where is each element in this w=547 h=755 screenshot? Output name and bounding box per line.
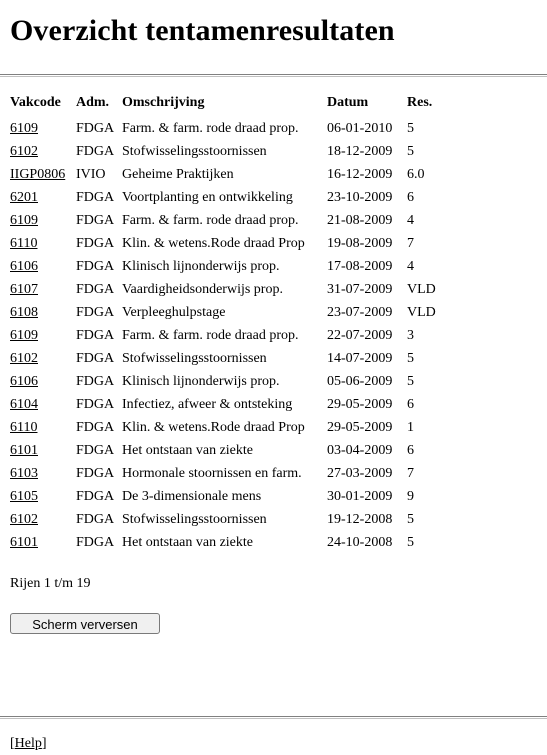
- cell-vakcode: [10, 232, 76, 255]
- table-row: [10, 117, 436, 140]
- table-row: [10, 324, 436, 347]
- vakcode-link[interactable]: 6110: [10, 235, 38, 251]
- cell-adm: FDGA: [76, 143, 115, 159]
- table-row: [10, 140, 436, 163]
- header-omschrijving: Omschrijving: [122, 95, 205, 110]
- cell-vakcode: [10, 186, 76, 209]
- cell-datum: 30-01-2009: [327, 488, 393, 504]
- cell-datum: 23-10-2009: [327, 189, 393, 205]
- cell-adm: FDGA: [76, 304, 115, 320]
- cell-vakcode: [10, 255, 76, 278]
- table-row: [10, 531, 436, 554]
- vakcode-link[interactable]: 6110: [10, 419, 38, 435]
- cell-adm: FDGA: [76, 511, 115, 527]
- cell-adm: FDGA: [76, 235, 115, 251]
- cell-res: 5: [407, 350, 414, 366]
- table-row: [10, 462, 436, 485]
- table-row: [10, 163, 436, 186]
- vakcode-link[interactable]: 6102: [10, 143, 38, 159]
- cell-vakcode: [10, 462, 76, 485]
- vakcode-link[interactable]: IIGP0806: [10, 166, 66, 182]
- table-row: [10, 439, 436, 462]
- cell-vakcode: [10, 370, 76, 393]
- cell-adm: FDGA: [76, 212, 115, 228]
- vakcode-link[interactable]: 6103: [10, 465, 38, 481]
- cell-vakcode: [10, 416, 76, 439]
- cell-datum: 19-08-2009: [327, 235, 393, 251]
- cell-omschrijving: De 3-dimensionale mens: [122, 488, 262, 504]
- cell-adm: IVIO: [76, 166, 106, 182]
- cell-datum: 23-07-2009: [327, 304, 393, 320]
- cell-res: VLD: [407, 304, 436, 320]
- vakcode-link[interactable]: 6108: [10, 304, 38, 320]
- cell-datum: 27-03-2009: [327, 465, 393, 481]
- header-adm: Adm.: [76, 95, 110, 110]
- cell-datum: 16-12-2009: [327, 166, 393, 182]
- refresh-button[interactable]: Scherm verversen: [10, 613, 160, 634]
- cell-adm: FDGA: [76, 189, 115, 205]
- cell-datum: 14-07-2009: [327, 350, 393, 366]
- cell-adm: FDGA: [76, 281, 115, 297]
- header-vakcode: Vakcode: [10, 95, 61, 110]
- vakcode-link[interactable]: 6101: [10, 442, 38, 458]
- cell-res: 9: [407, 488, 414, 504]
- cell-datum: 31-07-2009: [327, 281, 393, 297]
- vakcode-link[interactable]: 6109: [10, 120, 38, 136]
- cell-adm: FDGA: [76, 442, 115, 458]
- cell-omschrijving: Verpleeghulpstage: [122, 304, 226, 320]
- vakcode-link[interactable]: 6102: [10, 350, 38, 366]
- cell-adm: FDGA: [76, 488, 115, 504]
- table-row: [10, 416, 436, 439]
- cell-res: 4: [407, 212, 414, 228]
- cell-omschrijving: Het ontstaan van ziekte: [122, 442, 254, 458]
- cell-omschrijving: Stofwisselingsstoornissen: [122, 511, 267, 527]
- cell-vakcode: [10, 531, 76, 554]
- cell-res: 6: [407, 442, 414, 458]
- cell-res: 5: [407, 373, 414, 389]
- cell-datum: 24-10-2008: [327, 534, 393, 550]
- cell-adm: FDGA: [76, 373, 115, 389]
- table-row: [10, 278, 436, 301]
- cell-vakcode: [10, 117, 76, 140]
- cell-res: 6: [407, 396, 414, 412]
- cell-res: 6.0: [407, 166, 425, 182]
- cell-adm: FDGA: [76, 419, 115, 435]
- table-row: [10, 393, 436, 416]
- header-datum: Datum: [327, 95, 369, 110]
- cell-vakcode: [10, 278, 76, 301]
- help-link-wrapper: [Help]: [10, 736, 47, 751]
- cell-omschrijving: Klinisch lijnonderwijs prop.: [122, 373, 280, 389]
- vakcode-link[interactable]: 6106: [10, 373, 38, 389]
- table-row: [10, 301, 436, 324]
- cell-res: 6: [407, 189, 414, 205]
- table-row: [10, 508, 436, 531]
- cell-omschrijving: Geheime Praktijken: [122, 166, 234, 182]
- cell-vakcode: [10, 347, 76, 370]
- cell-vakcode: [10, 301, 76, 324]
- table-row: [10, 209, 436, 232]
- table-row: [10, 255, 436, 278]
- vakcode-link[interactable]: 6107: [10, 281, 38, 297]
- cell-vakcode: [10, 324, 76, 347]
- cell-res: 4: [407, 258, 414, 274]
- cell-datum: 06-01-2010: [327, 120, 393, 136]
- cell-vakcode: [10, 163, 76, 186]
- cell-adm: FDGA: [76, 350, 115, 366]
- cell-adm: FDGA: [76, 534, 115, 550]
- cell-datum: 17-08-2009: [327, 258, 393, 274]
- cell-vakcode: [10, 439, 76, 462]
- cell-omschrijving: Klin. & wetens.Rode draad Prop: [122, 419, 305, 435]
- cell-datum: 21-08-2009: [327, 212, 393, 228]
- cell-omschrijving: Farm. & farm. rode draad prop.: [122, 120, 299, 136]
- cell-datum: 03-04-2009: [327, 442, 393, 458]
- cell-omschrijving: Farm. & farm. rode draad prop.: [122, 327, 299, 343]
- bottom-divider: [0, 716, 547, 718]
- cell-vakcode: [10, 485, 76, 508]
- cell-adm: FDGA: [76, 258, 115, 274]
- cell-datum: 05-06-2009: [327, 373, 393, 389]
- cell-omschrijving: Het ontstaan van ziekte: [122, 534, 254, 550]
- page-title: Overzicht tentamenresultaten: [10, 14, 395, 47]
- cell-res: 1: [407, 419, 414, 435]
- vakcode-link[interactable]: 6105: [10, 488, 38, 504]
- cell-res: 7: [407, 465, 414, 481]
- cell-adm: FDGA: [76, 396, 115, 412]
- cell-vakcode: [10, 508, 76, 531]
- results-table: [10, 93, 436, 554]
- cell-res: VLD: [407, 281, 436, 297]
- header-res: Res.: [407, 95, 433, 110]
- cell-omschrijving: Stofwisselingsstoornissen: [122, 143, 267, 159]
- cell-vakcode: [10, 393, 76, 416]
- vakcode-link[interactable]: 6102: [10, 511, 38, 527]
- cell-vakcode: [10, 209, 76, 232]
- table-row: [10, 232, 436, 255]
- vakcode-link[interactable]: 6109: [10, 327, 38, 343]
- table-row: [10, 186, 436, 209]
- vakcode-link[interactable]: 6101: [10, 534, 38, 550]
- cell-omschrijving: Voortplanting en ontwikkeling: [122, 189, 293, 205]
- cell-omschrijving: Hormonale stoornissen en farm.: [122, 465, 302, 481]
- cell-omschrijving: Infectiez, afweer & ontsteking: [122, 396, 293, 412]
- vakcode-link[interactable]: 6104: [10, 396, 38, 412]
- cell-omschrijving: Klin. & wetens.Rode draad Prop: [122, 235, 305, 251]
- top-divider: [0, 74, 547, 76]
- cell-datum: 29-05-2009: [327, 396, 393, 412]
- table-row: [10, 347, 436, 370]
- vakcode-link[interactable]: 6109: [10, 212, 38, 228]
- cell-adm: FDGA: [76, 465, 115, 481]
- vakcode-link[interactable]: 6201: [10, 189, 38, 205]
- cell-vakcode: [10, 140, 76, 163]
- cell-res: 3: [407, 327, 414, 343]
- cell-omschrijving: Farm. & farm. rode draad prop.: [122, 212, 299, 228]
- cell-res: 5: [407, 534, 414, 550]
- cell-adm: FDGA: [76, 120, 115, 136]
- help-link[interactable]: Help: [14, 736, 42, 751]
- cell-datum: 29-05-2009: [327, 419, 393, 435]
- cell-datum: 18-12-2009: [327, 143, 393, 159]
- cell-res: 5: [407, 143, 414, 159]
- cell-omschrijving: Stofwisselingsstoornissen: [122, 350, 267, 366]
- cell-omschrijving: Vaardigheidsonderwijs prop.: [122, 281, 283, 297]
- table-header-row: [10, 93, 436, 117]
- cell-datum: 22-07-2009: [327, 327, 393, 343]
- results-table-body: [10, 117, 436, 554]
- cell-res: 7: [407, 235, 414, 251]
- table-row: [10, 485, 436, 508]
- cell-omschrijving: Klinisch lijnonderwijs prop.: [122, 258, 280, 274]
- cell-datum: 19-12-2008: [327, 511, 393, 527]
- cell-res: 5: [407, 120, 414, 136]
- cell-adm: FDGA: [76, 327, 115, 343]
- rows-range-text: Rijen 1 t/m 19: [10, 576, 91, 591]
- table-row: [10, 370, 436, 393]
- vakcode-link[interactable]: 6106: [10, 258, 38, 274]
- cell-res: 5: [407, 511, 414, 527]
